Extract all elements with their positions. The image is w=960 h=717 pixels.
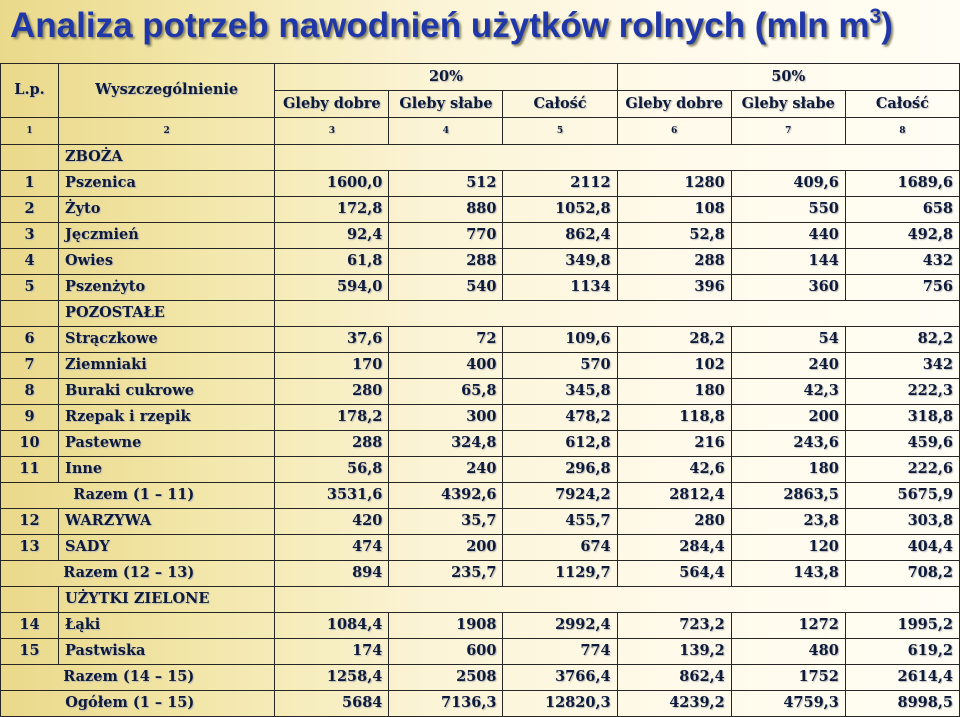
header-description: Wyszczególnienie	[59, 64, 275, 118]
row-value: 180	[617, 379, 731, 405]
section-label: ZBOŻA	[59, 145, 275, 171]
total-value: 2614,4	[845, 665, 959, 691]
total-value: 4759,3	[731, 691, 845, 717]
column-index: 4	[389, 118, 503, 145]
table-row	[1, 509, 960, 535]
row-value: 144	[731, 249, 845, 275]
table-row	[1, 405, 960, 431]
row-value: 324,8	[389, 431, 503, 457]
empty-cell	[1, 145, 59, 171]
table-row	[1, 639, 960, 665]
row-number: 8	[1, 379, 59, 405]
row-value: 342	[845, 353, 959, 379]
column-index: 7	[731, 118, 845, 145]
row-value: 120	[731, 535, 845, 561]
header-lp: L.p.	[1, 64, 59, 118]
irrigation-table	[0, 63, 960, 717]
row-name: Żyto	[59, 197, 275, 223]
page-title: Analiza potrzeb nawodnień użytków rolnych (mln $m^3$)	[10, 5, 893, 45]
row-value: 396	[617, 275, 731, 301]
column-index: 5	[503, 118, 617, 145]
empty-cell	[275, 301, 960, 327]
row-value: 455,7	[503, 509, 617, 535]
row-value: 178,2	[275, 405, 389, 431]
total-value: 3531,6	[275, 483, 389, 509]
section-pozostale	[1, 301, 960, 327]
row-value: 42,6	[617, 457, 731, 483]
total-row	[1, 665, 960, 691]
row-name: Ziemniaki	[59, 353, 275, 379]
row-number: 5	[1, 275, 59, 301]
row-value: 409,6	[731, 171, 845, 197]
row-number: 9	[1, 405, 59, 431]
total-label: Razem (14 – 15)	[1, 665, 275, 691]
row-value: 23,8	[731, 509, 845, 535]
table-row	[1, 379, 960, 405]
row-value: 420	[275, 509, 389, 535]
row-value: 2112	[503, 171, 617, 197]
row-value: 723,2	[617, 613, 731, 639]
row-value: 102	[617, 353, 731, 379]
row-name: Pastewne	[59, 431, 275, 457]
row-number: 14	[1, 613, 59, 639]
row-value: 1134	[503, 275, 617, 301]
header-group-50: 50%	[617, 64, 959, 91]
row-value: 1689,6	[845, 171, 959, 197]
column-index: 6	[617, 118, 731, 145]
row-name: Inne	[59, 457, 275, 483]
row-name: Łąki	[59, 613, 275, 639]
row-value: 756	[845, 275, 959, 301]
row-number: 3	[1, 223, 59, 249]
row-value: 600	[389, 639, 503, 665]
row-value: 345,8	[503, 379, 617, 405]
row-value: 216	[617, 431, 731, 457]
row-number: 12	[1, 509, 59, 535]
row-value: 108	[617, 197, 731, 223]
row-value: 2992,4	[503, 613, 617, 639]
row-value: 37,6	[275, 327, 389, 353]
row-value: 61,8	[275, 249, 389, 275]
row-value: 174	[275, 639, 389, 665]
row-value: 1908	[389, 613, 503, 639]
row-value: 172,8	[275, 197, 389, 223]
row-number: 2	[1, 197, 59, 223]
table-row	[1, 457, 960, 483]
table-row	[1, 353, 960, 379]
total-row	[1, 561, 960, 587]
row-value: 139,2	[617, 639, 731, 665]
table-row	[1, 327, 960, 353]
empty-cell	[275, 587, 960, 613]
row-value: 404,4	[845, 535, 959, 561]
total-value: 7924,2	[503, 483, 617, 509]
row-value: 658	[845, 197, 959, 223]
row-number: 4	[1, 249, 59, 275]
total-label: Ogółem (1 – 15)	[1, 691, 275, 717]
total-label: Razem (1 – 11)	[1, 483, 275, 509]
row-number: 10	[1, 431, 59, 457]
total-value: 862,4	[617, 665, 731, 691]
row-value: 570	[503, 353, 617, 379]
total-value: 5675,9	[845, 483, 959, 509]
row-value: 288	[389, 249, 503, 275]
row-value: 674	[503, 535, 617, 561]
row-value: 550	[731, 197, 845, 223]
row-name: Pszenżyto	[59, 275, 275, 301]
header-col-8: Całość	[845, 91, 959, 118]
total-value: 4239,2	[617, 691, 731, 717]
total-value: 2812,4	[617, 483, 731, 509]
row-name: WARZYWA	[59, 509, 275, 535]
total-value: 2508	[389, 665, 503, 691]
row-value: 170	[275, 353, 389, 379]
header-group-20: 20%	[275, 64, 617, 91]
header-col-6: Gleby dobre	[617, 91, 731, 118]
row-value: 459,6	[845, 431, 959, 457]
total-value: 8998,5	[845, 691, 959, 717]
column-index: 8	[845, 118, 959, 145]
row-value: 280	[275, 379, 389, 405]
header-col-5: Całość	[503, 91, 617, 118]
row-name: SADY	[59, 535, 275, 561]
row-number: 7	[1, 353, 59, 379]
row-name: Pastwiska	[59, 639, 275, 665]
row-value: 512	[389, 171, 503, 197]
row-name: Pszenica	[59, 171, 275, 197]
total-value: 5684	[275, 691, 389, 717]
row-name: Owies	[59, 249, 275, 275]
table-row	[1, 275, 960, 301]
row-value: 243,6	[731, 431, 845, 457]
table-row	[1, 613, 960, 639]
row-value: 35,7	[389, 509, 503, 535]
row-value: 492,8	[845, 223, 959, 249]
row-value: 82,2	[845, 327, 959, 353]
row-value: 862,4	[503, 223, 617, 249]
row-value: 1995,2	[845, 613, 959, 639]
header-col-4: Gleby słabe	[389, 91, 503, 118]
table-row	[1, 249, 960, 275]
column-index: 1	[1, 118, 59, 145]
row-value: 54	[731, 327, 845, 353]
total-value: 1258,4	[275, 665, 389, 691]
total-value: 708,2	[845, 561, 959, 587]
empty-cell	[1, 301, 59, 327]
row-value: 400	[389, 353, 503, 379]
row-value: 284,4	[617, 535, 731, 561]
column-index-row	[1, 118, 960, 145]
row-name: Jęczmień	[59, 223, 275, 249]
table-row	[1, 171, 960, 197]
row-value: 200	[731, 405, 845, 431]
row-value: 72	[389, 327, 503, 353]
row-number: 15	[1, 639, 59, 665]
empty-cell	[275, 145, 960, 171]
table-row	[1, 197, 960, 223]
row-value: 109,6	[503, 327, 617, 353]
row-value: 1052,8	[503, 197, 617, 223]
total-value: 3766,4	[503, 665, 617, 691]
total-value: 143,8	[731, 561, 845, 587]
section-label: POZOSTAŁE	[59, 301, 275, 327]
row-value: 770	[389, 223, 503, 249]
row-value: 619,2	[845, 639, 959, 665]
row-value: 480	[731, 639, 845, 665]
section-label: UŻYTKI ZIELONE	[59, 587, 275, 613]
row-value: 1084,4	[275, 613, 389, 639]
row-value: 349,8	[503, 249, 617, 275]
header-col-7: Gleby słabe	[731, 91, 845, 118]
row-value: 474	[275, 535, 389, 561]
row-value: 880	[389, 197, 503, 223]
row-value: 200	[389, 535, 503, 561]
total-value: 1752	[731, 665, 845, 691]
row-value: 540	[389, 275, 503, 301]
total-value: 4392,6	[389, 483, 503, 509]
row-value: 42,3	[731, 379, 845, 405]
table-row	[1, 535, 960, 561]
row-number: 6	[1, 327, 59, 353]
column-index: 2	[59, 118, 275, 145]
empty-cell	[1, 587, 59, 613]
row-value: 1272	[731, 613, 845, 639]
table-row	[1, 223, 960, 249]
total-row	[1, 483, 960, 509]
row-value: 1600,0	[275, 171, 389, 197]
header-col-3: Gleby dobre	[275, 91, 389, 118]
row-value: 774	[503, 639, 617, 665]
row-value: 52,8	[617, 223, 731, 249]
row-value: 594,0	[275, 275, 389, 301]
section-uzytki-zielone	[1, 587, 960, 613]
row-value: 478,2	[503, 405, 617, 431]
row-value: 440	[731, 223, 845, 249]
row-value: 300	[389, 405, 503, 431]
row-value: 65,8	[389, 379, 503, 405]
total-value: 7136,3	[389, 691, 503, 717]
row-value: 303,8	[845, 509, 959, 535]
row-value: 1280	[617, 171, 731, 197]
row-value: 280	[617, 509, 731, 535]
row-value: 92,4	[275, 223, 389, 249]
row-value: 240	[389, 457, 503, 483]
row-value: 288	[617, 249, 731, 275]
row-value: 360	[731, 275, 845, 301]
row-number: 13	[1, 535, 59, 561]
row-name: Rzepak i rzepik	[59, 405, 275, 431]
row-value: 118,8	[617, 405, 731, 431]
row-value: 432	[845, 249, 959, 275]
row-value: 180	[731, 457, 845, 483]
total-row	[1, 691, 960, 717]
row-value: 222,3	[845, 379, 959, 405]
total-value: 12820,3	[503, 691, 617, 717]
table-row	[1, 431, 960, 457]
row-value: 296,8	[503, 457, 617, 483]
row-name: Strączkowe	[59, 327, 275, 353]
row-value: 240	[731, 353, 845, 379]
row-number: 11	[1, 457, 59, 483]
total-value: 235,7	[389, 561, 503, 587]
total-value: 564,4	[617, 561, 731, 587]
total-label: Razem (12 – 13)	[1, 561, 275, 587]
row-value: 28,2	[617, 327, 731, 353]
total-value: 894	[275, 561, 389, 587]
section-zboza	[1, 145, 960, 171]
row-value: 318,8	[845, 405, 959, 431]
row-value: 222,6	[845, 457, 959, 483]
row-number: 1	[1, 171, 59, 197]
row-name: Buraki cukrowe	[59, 379, 275, 405]
row-value: 56,8	[275, 457, 389, 483]
row-value: 612,8	[503, 431, 617, 457]
total-value: 2863,5	[731, 483, 845, 509]
column-index: 3	[275, 118, 389, 145]
row-value: 288	[275, 431, 389, 457]
total-value: 1129,7	[503, 561, 617, 587]
